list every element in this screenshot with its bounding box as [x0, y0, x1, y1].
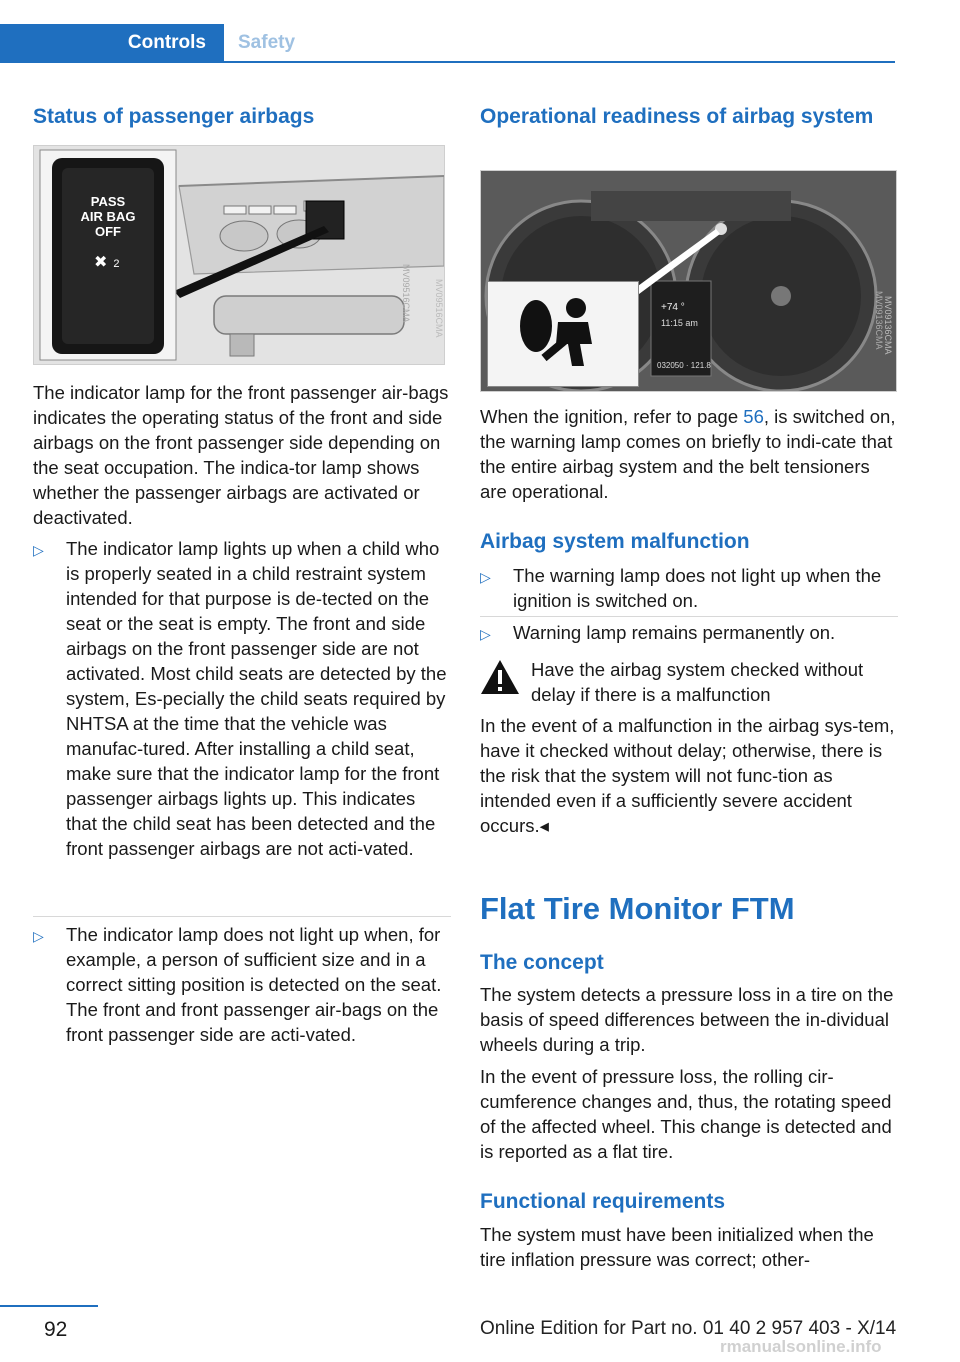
cluster-time: 11:15 am: [661, 318, 698, 328]
section-heading-concept: The concept: [480, 951, 604, 974]
bullet-item: ▷ Warning lamp remains permanently on.: [480, 620, 898, 645]
figure-code: MV09516CMA: [401, 264, 411, 323]
divider: [480, 616, 898, 617]
passenger-airbag-paragraph: The indicator lamp for the front passenger air-bags indicates the operating status of the front and side airbags on the front passenger side depending on the seat occupation. The indica-tor lamp shows whether the passenger airbags are activated or deactivated.: [33, 382, 449, 528]
svg-text:MV09516CMA: MV09516CMA: [434, 279, 444, 338]
section-heading-airbag-malfunction: Airbag system malfunction: [480, 530, 750, 553]
airbag-warning-icon: [488, 282, 638, 386]
bullet-item: ▷ The warning lamp does not light up when the ignition is switched on.: [480, 565, 882, 611]
section-heading-passenger-airbags: Status of passenger airbags: [33, 105, 315, 128]
bullet-triangle-icon: ▷: [33, 928, 44, 944]
bullet-item: ▷ The indicator lamp does not light up when, for example, a person of sufficient size and in a correct sitting position is detected on the seat. The front and front passenger air-bags on the front passenger side are acti-vated.: [33, 924, 442, 1045]
chapter-heading-ftm: Flat Tire Monitor FTM: [480, 891, 795, 926]
operational-readiness-paragraph: When the ignition, refer to page 56, is switched on, the warning lamp comes on briefly to indi-cate that the entire airbag system and the belt tensioners are operational.: [480, 406, 896, 502]
bullet-triangle-icon: ▷: [480, 569, 491, 585]
divider: [33, 916, 451, 917]
page-number: 92: [44, 1318, 68, 1341]
cluster-odometer: 032050 · 121.8: [657, 361, 711, 370]
functional-requirements-paragraph: The system must have been initialized when the tire inflation pressure was correct; other-: [480, 1224, 874, 1270]
svg-text:MV09136CMA: MV09136CMA: [883, 296, 893, 355]
page-header: [0, 0, 960, 64]
bullet-item: ▷ The indicator lamp lights up when a child who is properly seated in a child restraint system intended for that purpose is de-tected on the seat or the seat is empty. The front and side airbags on the front passenger side are not activated. Most child seats are detected by the system, Es-pecially the child seats required by NHTSA at the time that the vehicle was manufac-tured. After installing a child seat, make sure that the indicator lamp for the front passenger airbags lights up. This indicates that the child seat has been detected and the front passenger airbags are not acti-vated.: [33, 538, 447, 859]
airbag-warning-figure: [480, 170, 897, 392]
section-heading-operational-readiness: Operational readiness of airbag system: [480, 105, 874, 128]
edition-note: Online Edition for Part no. 01 40 2 957 403 - X/14: [480, 1318, 897, 1339]
concept-paragraph-2: In the event of pressure loss, the rolling cir-cumference changes and, thus, the rotating speed of the affected wheel. This change is detected and is reported as a flat tire.: [480, 1066, 892, 1162]
bullet-triangle-icon: ▷: [480, 626, 491, 642]
warning-note: Have the airbag system checked without delay if there is a malfunction: [480, 657, 898, 707]
figure-code: MV09136CMA: [874, 291, 884, 350]
section-heading-functional-requirements: Functional requirements: [480, 1190, 726, 1213]
airbag-warning-inset: [487, 281, 639, 387]
page-reference-link[interactable]: 56: [743, 406, 764, 427]
airbag-off-label: PASS AIR BAG OFF: [80, 194, 136, 239]
airbag-off-icon: ✖ 2: [94, 254, 120, 271]
malfunction-paragraph: In the event of a malfunction in the airbag sys-tem, have it checked without delay; otherwise, there is the risk that the system will not func-tion as intended even if a sufficiently severe accident occurs.◂: [480, 715, 895, 836]
cluster-temperature: +74 °: [661, 302, 685, 313]
warning-triangle-icon: [480, 659, 520, 695]
header-rule: [0, 61, 895, 63]
footer-rule: [0, 1305, 98, 1307]
watermark: rmanualsonline.info: [720, 1337, 882, 1356]
concept-paragraph-1: The system detects a pressure loss in a tire on the basis of speed differences between the in-dividual wheels during a trip.: [480, 984, 894, 1055]
tab-controls[interactable]: Controls: [0, 24, 224, 62]
passenger-airbag-figure: [33, 145, 445, 365]
bullet-triangle-icon: ▷: [33, 542, 44, 558]
tab-safety[interactable]: Safety: [238, 32, 296, 53]
